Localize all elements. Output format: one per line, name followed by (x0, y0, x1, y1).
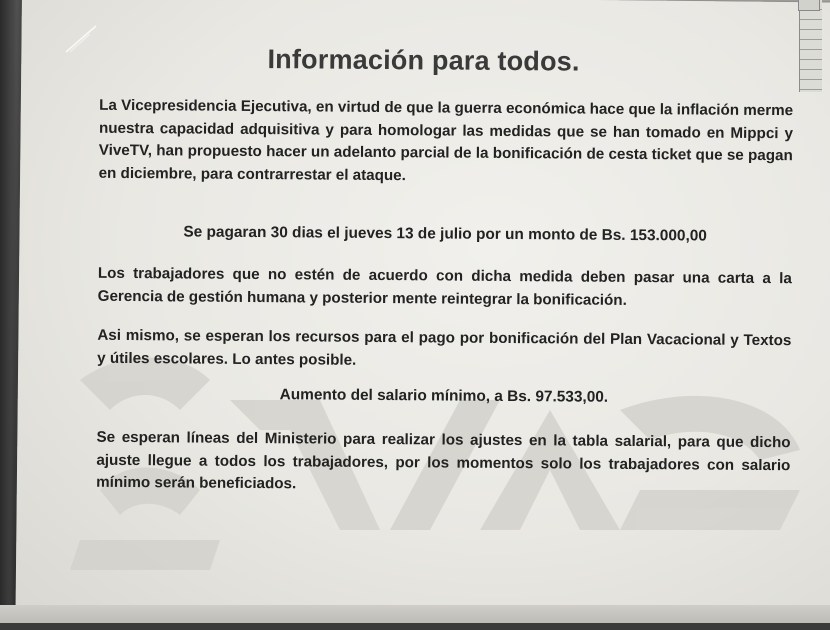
page-title: Información para todos. (267, 44, 580, 77)
paragraph-recursos: Asi mismo, se esperan los recursos para el pago por bonificación del Plan Vacacional y Textos y útiles escolares. Lo antes posible. (97, 326, 792, 369)
paragraph-trabajadores: Los trabajadores que no estén de acuerdo con dicha medida deben pasar una carta a la Gerencia de gestión humana y posterior mente reintegrar la bonificación. (97, 264, 792, 309)
paragraph-ministerio: Se esperan líneas del Ministerio para realizar los ajustes en la tabla salarial, para que dicho ajuste llegue a todos los trabajadores, por los momentos solo los trabajadores con salario mínimo serán beneficiados. (96, 428, 791, 493)
payment-line: Se pagaran 30 dias el jueves 13 de julio por un monto de Bs. 153.000,00 (183, 223, 707, 245)
salary-line: Aumento del salario mínimo, a Bs. 97.533,00. (279, 386, 609, 406)
paragraph-vicepresidencia: La Vicepresidencia Ejecutiva, en virtud de que la guerra económica hace que la inflación merme nuestra capacidad adquisitiva y para homologar las medidas que se han tomado en Mippci y ViveTV, han propuesto hacer un adelanto parcial de la bonificación de cesta ticket que se pagan en diciembre, para contrarrestar el ataque. (98, 96, 794, 184)
